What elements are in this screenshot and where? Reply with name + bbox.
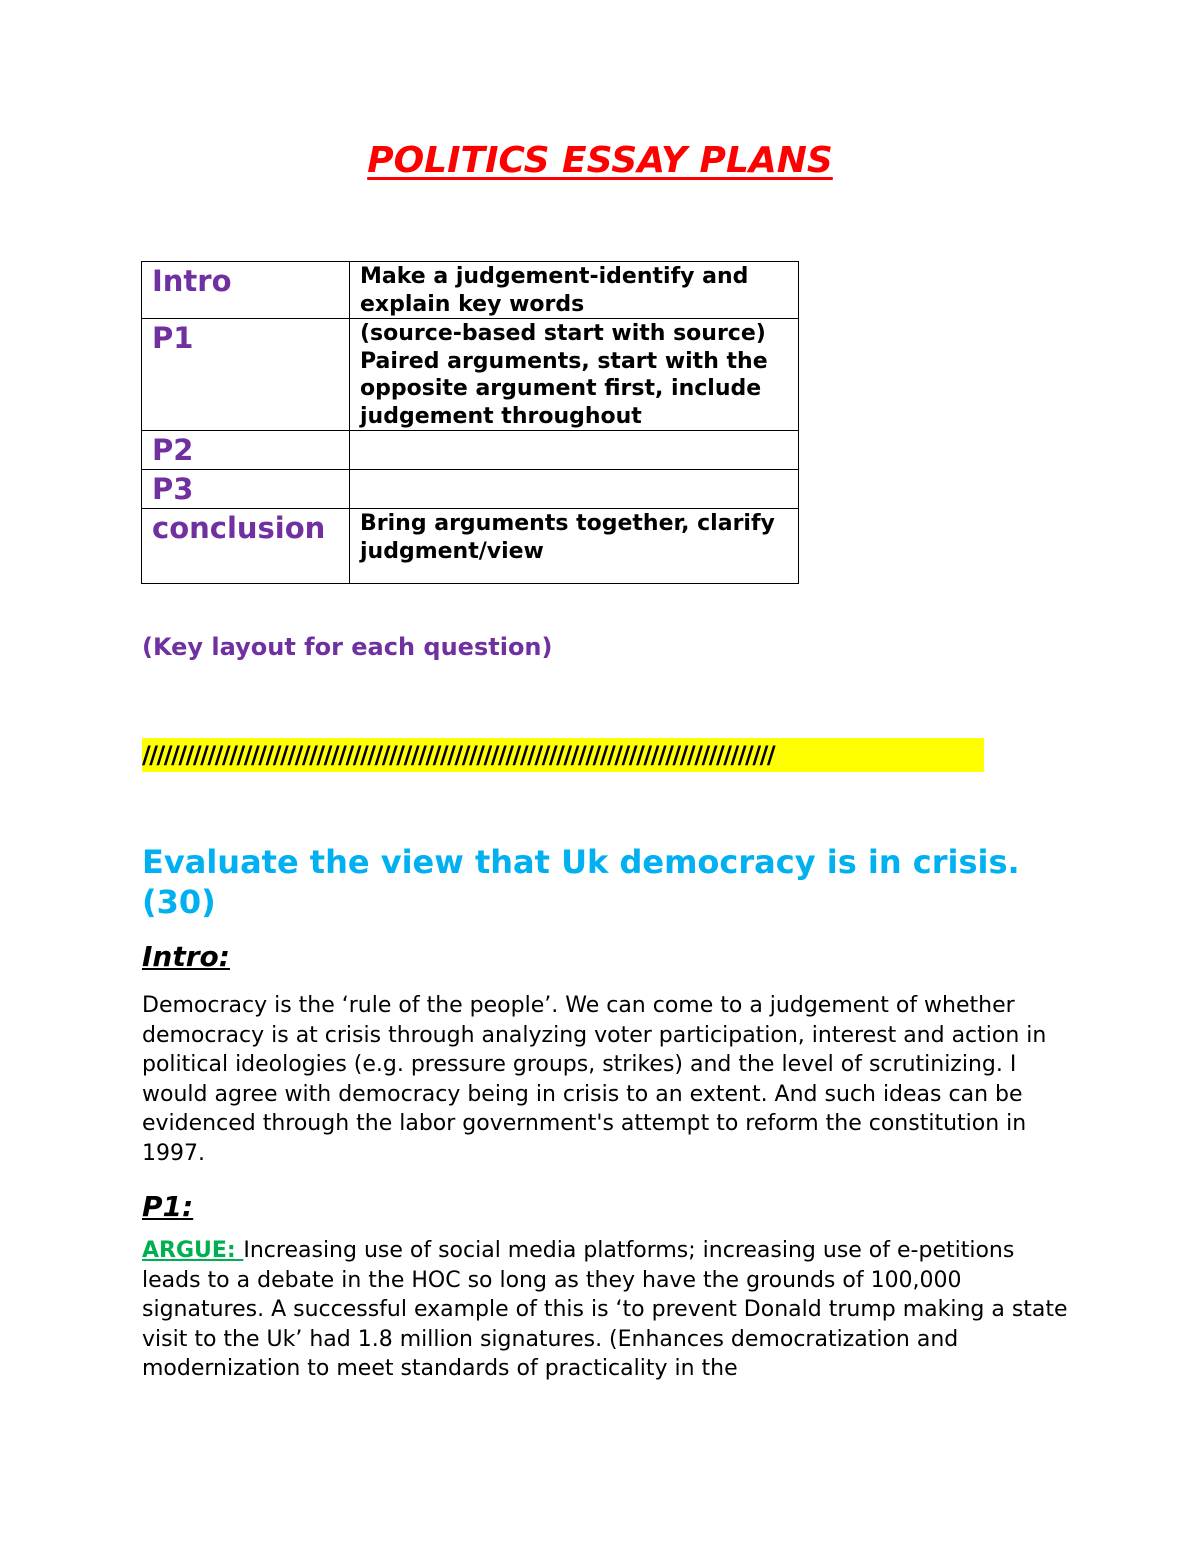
table-row bbox=[142, 431, 799, 470]
row-label: conclusion bbox=[142, 509, 350, 584]
row-label: P3 bbox=[142, 470, 350, 509]
table-row bbox=[142, 509, 799, 584]
row-description: Make a judgement-identify and explain key words bbox=[350, 262, 799, 319]
p1-heading: P1: bbox=[142, 1190, 194, 1223]
p1-paragraph bbox=[142, 1236, 1077, 1384]
row-label: P2 bbox=[142, 431, 350, 470]
intro-heading: Intro: bbox=[142, 940, 230, 973]
row-label: P1 bbox=[142, 319, 350, 431]
row-description bbox=[350, 431, 799, 470]
argue-label: ARGUE: bbox=[142, 1238, 244, 1263]
table-row bbox=[142, 470, 799, 509]
row-description: (source-based start with source) Paired arguments, start with the opposite argument first, include judgement throughout bbox=[350, 319, 799, 431]
essay-question: Evaluate the view that Uk democracy is in crisis. (30) bbox=[142, 843, 1020, 921]
essay-plan-table bbox=[141, 261, 799, 584]
row-description: Bring arguments together, clarify judgment/view bbox=[350, 509, 799, 584]
highlighted-divider: /////////////////////////////////////////////////////////////////////////////////////// bbox=[142, 738, 984, 772]
table-row bbox=[142, 319, 799, 431]
table-row bbox=[142, 262, 799, 319]
row-description bbox=[350, 470, 799, 509]
key-layout-note: (Key layout for each question) bbox=[142, 633, 553, 661]
row-label: Intro bbox=[142, 262, 350, 319]
intro-paragraph: Democracy is the ‘rule of the people’. We can come to a judgement of whether democracy is at crisis through analyzing voter participation, interest and action in political ideologies (e.g. pressure groups, strikes) and the level of scrutinizing. I would agree with democracy being in crisis to an extent. And such ideas can be evidenced through the labor government's attempt to reform the constitution in 1997. bbox=[142, 993, 1047, 1166]
p1-body: Increasing use of social media platforms; increasing use of e-petitions leads to a debate in the HOC so long as they have the grounds of 100,000 signatures. A successful example of this is ‘to prevent Donald trump making a state visit to the Uk’ had 1.8 million signatures. (Enhances democratization and modernization to meet standards of practicality in the bbox=[142, 1238, 1068, 1382]
page-title: POLITICS ESSAY PLANS bbox=[367, 140, 833, 181]
